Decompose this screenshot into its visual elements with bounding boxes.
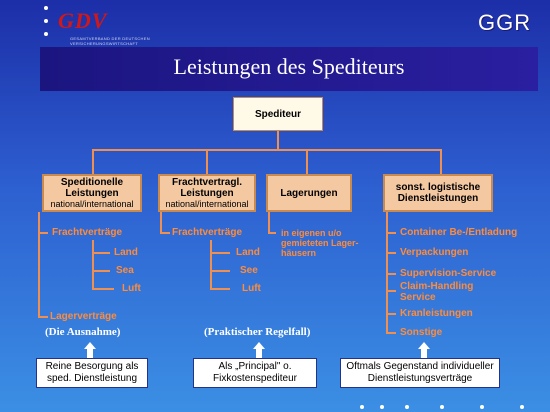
note-ausnahme: (Die Ausnahme) — [45, 326, 121, 338]
item-lagerhaeuser: in eigenen u/o gemieteten Lager-häusern — [281, 228, 359, 258]
column-subtitle: national/international — [165, 199, 249, 209]
item-see: See — [240, 265, 258, 276]
column-title-line: Leistungen — [65, 188, 119, 199]
gdv-logo: GDV — [58, 8, 108, 33]
tree-line — [92, 288, 114, 290]
tree-line — [386, 252, 396, 254]
item-luft: Luft — [242, 283, 261, 294]
bottom-box-principal: Als „Principal" o. Fixkostenspediteur — [193, 358, 317, 388]
up-arrow-icon — [418, 342, 430, 349]
item-land: Land — [236, 247, 260, 258]
tree-line — [38, 316, 48, 318]
decorative-dot — [520, 405, 524, 409]
column-title-line: Leistungen — [180, 188, 234, 199]
decorative-dot — [480, 405, 484, 409]
decorative-dot — [440, 405, 444, 409]
column-box-speditionelle — [42, 174, 142, 212]
connector-line — [277, 131, 279, 149]
connector-line — [306, 149, 308, 174]
tree-line — [386, 313, 396, 315]
column-box-frachtvertragl — [158, 174, 256, 212]
item-supervision: Supervision-Service — [400, 268, 497, 279]
tree-line — [210, 288, 230, 290]
decorative-dot — [44, 19, 48, 23]
column-box-logistische — [383, 174, 493, 212]
item-frachtvertraege: Frachtverträge — [52, 227, 123, 238]
tree-line — [92, 252, 110, 254]
gdv-logo-subtitle: GESAMTVERBAND DER DEUTSCHEN VERSICHERUNGSWIRTSCHAFT — [70, 36, 150, 46]
column-box-lagerungen — [266, 174, 352, 212]
up-arrow-stem — [256, 349, 262, 358]
root-box-spediteur — [233, 97, 323, 131]
tree-line — [92, 270, 110, 272]
item-kranleistungen: Kranleistungen — [400, 308, 473, 319]
tree-line — [386, 332, 396, 334]
decorative-dot — [44, 6, 48, 10]
up-arrow-stem — [87, 349, 93, 358]
page-title: Leistungen des Spediteurs — [173, 54, 405, 79]
item-land: Land — [114, 247, 138, 258]
up-arrow-stem — [421, 349, 427, 358]
decorative-dot — [360, 405, 364, 409]
tree-line — [386, 232, 396, 234]
bottom-box-dienstleistungsvertraege: Oftmals Gegenstand individueller Dienstleistungsverträge — [340, 358, 500, 388]
tree-line — [210, 240, 212, 290]
tree-line — [210, 252, 230, 254]
bottom-box-besorgung: Reine Besorgung als sped. Dienstleistung — [36, 358, 148, 388]
note-regelfall: (Praktischer Regelfall) — [204, 326, 311, 338]
tree-line — [268, 232, 276, 234]
column-subtitle: national/international — [50, 199, 134, 209]
item-sea: Sea — [116, 265, 134, 276]
tree-line — [210, 270, 230, 272]
root-label: Spediteur — [254, 108, 302, 120]
tree-line — [268, 212, 270, 234]
decorative-dot — [380, 405, 384, 409]
up-arrow-icon — [253, 342, 265, 349]
tree-line — [38, 212, 40, 318]
item-sonstige: Sonstige — [400, 327, 443, 338]
column-title-line: Dienstleistungen — [397, 193, 479, 204]
item-claim-handling: Claim-Handling Service — [400, 281, 474, 303]
up-arrow-icon — [84, 342, 96, 349]
item-verpackungen: Verpackungen — [400, 247, 469, 258]
connector-line — [440, 149, 442, 174]
decorative-dot — [44, 32, 48, 36]
column-title-line: Speditionelle — [60, 177, 124, 188]
connector-line — [92, 149, 442, 151]
item-lagervertraege: Lagerverträge — [50, 311, 117, 322]
connector-line — [92, 149, 94, 174]
decorative-dot — [405, 405, 409, 409]
tree-line — [386, 290, 396, 292]
item-container: Container Be-/Entladung — [400, 227, 518, 238]
tree-line — [160, 212, 162, 234]
column-title-line: sonst. logistische — [395, 182, 481, 193]
tree-line — [386, 273, 396, 275]
tree-line — [92, 240, 94, 290]
tree-line — [38, 232, 48, 234]
column-title-line: Lagerungen — [280, 187, 338, 199]
tree-line — [160, 232, 170, 234]
item-luft: Luft — [122, 283, 141, 294]
item-frachtvertraege: Frachtverträge — [172, 227, 243, 238]
column-title-line: Frachtvertragl. — [171, 177, 243, 188]
connector-line — [206, 149, 208, 174]
ggr-logo: GGR — [478, 10, 532, 35]
